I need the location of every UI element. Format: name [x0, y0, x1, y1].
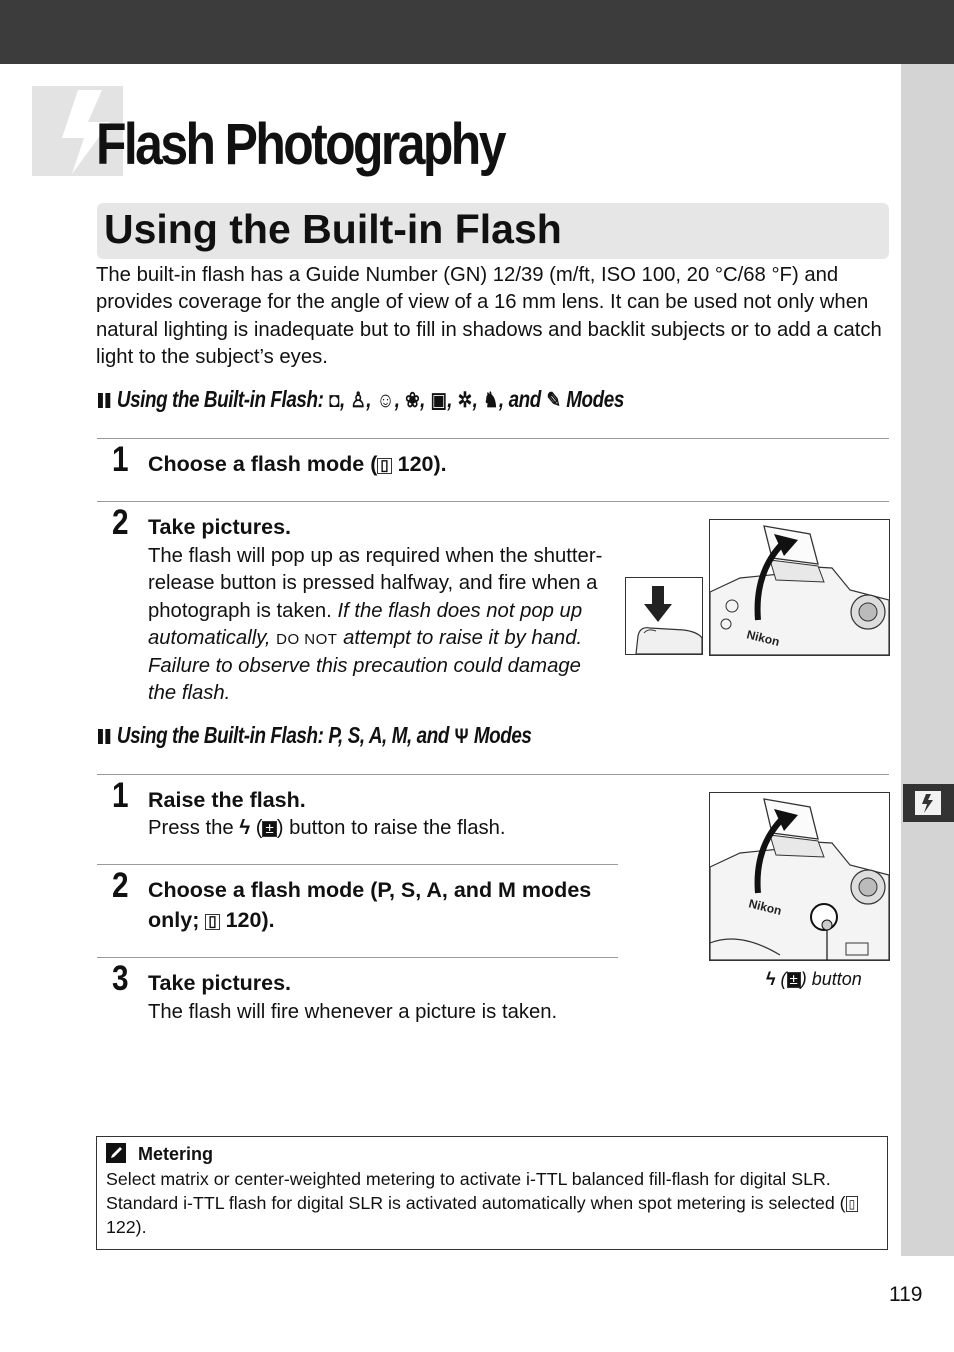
divider: [97, 501, 889, 502]
shutter-press-illustration: [625, 577, 703, 655]
flash-button-icon: ϟ: [766, 969, 776, 989]
step-text: Press the ϟ ( ± ) button to raise the flash.: [148, 817, 506, 839]
step-title: Raise the flash.: [148, 788, 306, 812]
book-ref-icon: ▯: [205, 914, 219, 930]
divider: [97, 957, 618, 958]
divider: [97, 864, 618, 865]
color-sketch-mode-icon: ✎: [546, 389, 561, 412]
intro-paragraph: The built-in flash has a Guide Number (GN) 12/39 (m/ft, ISO 100, 20 °C/68 °F) and provides coverage for the angle of view of a 16 mm lens. It can be used not only when natural lighting is inadequate but to fill in shadows and backlit subjects or to add a catch light to the subject’s eyes.: [96, 264, 882, 368]
step-number: 2: [112, 503, 129, 542]
camera-flash-popup-illustration: [709, 519, 890, 656]
party-indoor-mode-icon: ✲: [457, 389, 472, 412]
step-number: 3: [112, 959, 129, 998]
book-ref-icon: ▯: [846, 1196, 859, 1212]
night-portrait-mode-icon: ▣: [430, 389, 447, 412]
food-mode-icon: Ψ: [454, 725, 469, 748]
flash-bolt-icon: [915, 791, 941, 815]
metering-note-box: [96, 1136, 888, 1250]
step-text: The flash will pop up as required when the shutter-release button is pressed halfway, and fire when a photograph is taken. If the flash does not pop up automatically, DO NOT attempt to raise it by hand. Failure to observe this precaution could damage the flash.: [148, 545, 603, 705]
auto-modes-heading: Using the Built-in Flash: ◘, ♙, ☺, ❀, ▣, ✲, ♞, and ✎ Modes: [98, 384, 624, 416]
divider: [97, 774, 889, 775]
portrait-mode-icon: ♙: [350, 389, 366, 412]
step-number: 1: [112, 440, 129, 479]
flash-compensation-icon: ±: [262, 821, 276, 837]
figure-caption: ϟ ( ± ) button: [766, 969, 862, 989]
psam-modes-heading: Using the Built-in Flash: P, S, A, M, and Ψ Modes: [98, 720, 531, 752]
page-number: 119: [889, 1283, 923, 1306]
step-number: 2: [112, 866, 129, 905]
section-title: Using the Built-in Flash: [104, 206, 562, 252]
chapter-title: Flash Photography: [96, 112, 504, 177]
auto-mode-icon: ◘: [329, 389, 340, 412]
pet-portrait-mode-icon: ♞: [483, 389, 499, 412]
child-mode-icon: ☺: [376, 389, 394, 412]
top-header-bar: [0, 0, 954, 64]
step-title: Choose a flash mode ( ▯ 120).: [148, 452, 447, 476]
step-text: The flash will fire whenever a picture is taken.: [148, 1001, 558, 1023]
svg-text:Nikon: Nikon: [745, 627, 782, 649]
note-pencil-icon: [106, 1143, 126, 1163]
camera-flash-button-illustration: [709, 792, 890, 961]
chapter-sidebar: [901, 64, 954, 1256]
flash-compensation-icon: ±: [787, 972, 801, 988]
divider: [97, 438, 889, 439]
step-title: Choose a flash mode (P, S, A, and M modes only; ▯ 120).: [148, 878, 592, 932]
flash-button-icon: ϟ: [239, 817, 251, 839]
chapter-tab[interactable]: [903, 784, 954, 822]
book-ref-icon: ▯: [377, 458, 391, 474]
svg-text:Nikon: Nikon: [747, 896, 784, 918]
close-up-mode-icon: ❀: [405, 389, 420, 412]
note-title: Metering: [138, 1144, 214, 1164]
step-title: Take pictures.: [148, 971, 291, 995]
step-number: 1: [112, 776, 129, 815]
step-title: Take pictures.: [148, 515, 291, 539]
note-text: Select matrix or center-weighted metering to activate i-TTL balanced fill-flash for digital SLR. Standard i-TTL flash for digital SLR is activated automatically when spot metering is selected ( ▯ 122).: [106, 1167, 881, 1239]
